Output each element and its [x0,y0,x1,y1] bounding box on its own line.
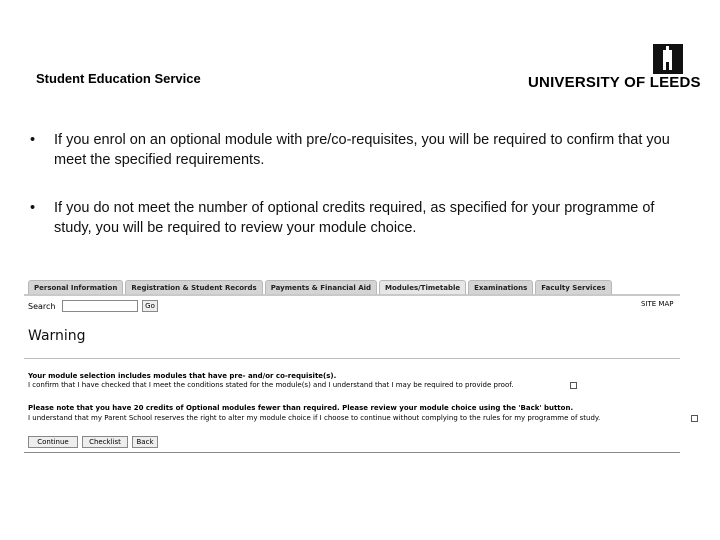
tab-registration-student-records[interactable]: Registration & Student Records [125,280,262,295]
credits-notice: Please note that you have 20 credits of Optional modules fewer than required. Please review your module choice using the 'Back' button. [28,404,574,412]
slide-header-title: Student Education Service [36,71,201,86]
bullet-item: • If you enrol on an optional module with pre/co-requisites, you will be required to confirm that you meet the specified requirements. [30,130,670,170]
search-input[interactable] [62,300,138,312]
tab-bar [28,280,614,295]
prereq-confirm-checkbox[interactable] [570,382,577,389]
title-separator [24,358,680,359]
tab-examinations[interactable]: Examinations [468,280,533,295]
prereq-confirm-label: I confirm that I have checked that I meet the conditions stated for the module(s) and I understand that I may be required to provide proof. [28,381,514,389]
university-crest-icon [653,44,683,74]
tab-payments-financial-aid[interactable]: Payments & Financial Aid [265,280,377,295]
prereq-notice: Your module selection includes modules that have pre- and/or co-requisite(s). [28,372,337,380]
bullet-list [30,130,670,238]
continue-button[interactable]: Continue [28,436,78,448]
tab-underline [24,294,680,296]
page-title: Warning [28,328,86,344]
bullet-item: • If you do not meet the number of optional credits required, as specified for your programme of study, you will be required to review your module choice. [30,198,670,238]
go-button[interactable]: Go [142,300,158,312]
checklist-button[interactable]: Checklist [82,436,128,448]
banner-screenshot [24,280,680,458]
credits-confirm-checkbox[interactable] [691,415,698,422]
search-label: Search [28,302,56,311]
tab-personal-information[interactable]: Personal Information [28,280,123,295]
site-map-link[interactable]: SITE MAP [641,300,674,308]
university-logo-text: UNIVERSITY OF LEEDS [528,74,701,91]
tab-faculty-services[interactable]: Faculty Services [535,280,611,295]
bottom-rule [24,452,680,453]
university-logo [528,44,701,94]
tab-modules-timetable[interactable]: Modules/Timetable [379,280,466,295]
back-button[interactable]: Back [132,436,158,448]
credits-confirm-label: I understand that my Parent School reserves the right to alter my module choice if I choose to continue without complying to the rules for my programme of study. [28,414,601,422]
